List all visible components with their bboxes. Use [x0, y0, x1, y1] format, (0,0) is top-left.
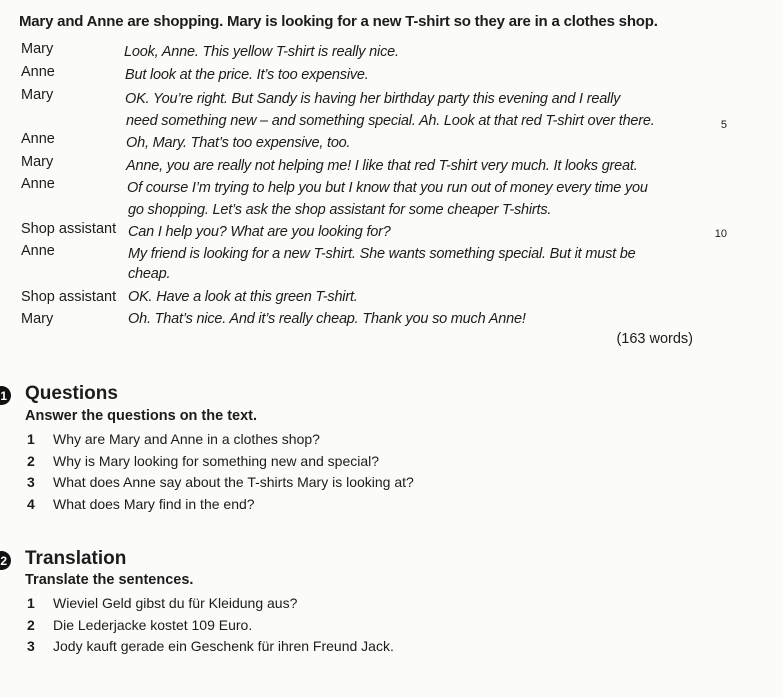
dialogue-line: OK. You’re right. But Sandy is having her birthday party this evening and I really [125, 91, 621, 107]
section-title: Translation [25, 548, 127, 569]
dialogue-line: My friend is looking for a new T-shirt. She wants something special. But it must be [128, 246, 636, 262]
dialogue-line: OK. Have a look at this green T-shirt. [128, 289, 358, 305]
line-number: 10 [714, 228, 727, 240]
dialogue-speaker: Shop assistant [21, 289, 117, 305]
question-text: Why are Mary and Anne in a clothes shop? [53, 431, 320, 447]
dialogue-line: But look at the price. It’s too expensive. [125, 67, 369, 83]
dialogue-speaker: Mary [21, 311, 54, 327]
word-count: (163 words) [616, 331, 693, 347]
dialogue-speaker: Shop assistant [21, 221, 117, 237]
dialogue-speaker: Anne [21, 131, 55, 147]
question-number: 1 [27, 431, 35, 447]
translation-number: 3 [27, 638, 35, 654]
dialogue-speaker: Anne [21, 243, 55, 259]
question-number: 2 [27, 453, 35, 469]
question-number: 3 [27, 474, 35, 490]
question-text: What does Anne say about the T-shirts Mary is looking at? [53, 474, 414, 490]
section-instruction: Answer the questions on the text. [25, 408, 258, 424]
dialogue-speaker: Anne [21, 64, 55, 80]
section-title: Questions [25, 383, 118, 404]
line-number: 5 [720, 119, 727, 131]
translation-sentence: Jody kauft gerade ein Geschenk für ihren Freund Jack. [53, 638, 394, 654]
dialogue-line: cheap. [128, 266, 171, 282]
dialogue-speaker: Anne [21, 176, 55, 192]
dialogue-line: Anne, you are really not helping me! I like that red T-shirt very much. It looks great. [126, 158, 638, 174]
translation-sentence: Die Lederjacke kostet 109 Euro. [53, 617, 253, 633]
dialogue-line: Oh, Mary. That’s too expensive, too. [126, 135, 351, 151]
dialogue-line: go shopping. Let’s ask the shop assistant for some cheaper T-shirts. [128, 202, 552, 218]
dialogue-speaker: Mary [21, 41, 54, 57]
translation-sentence: Wieviel Geld gibst du für Kleidung aus? [53, 595, 298, 611]
dialogue-speaker: Mary [21, 87, 54, 103]
intro-text: Mary and Anne are shopping. Mary is looking for a new T-shirt so they are in a clothes shop. [19, 13, 658, 30]
translation-number: 2 [27, 617, 35, 633]
dialogue-line: Can I help you? What are you looking for? [128, 224, 391, 240]
dialogue-line: Of course I’m trying to help you but I know that you run out of money every time you [127, 180, 648, 196]
dialogue-line: need something new – and something special. Ah. Look at that red T-shirt over there. [126, 113, 655, 129]
question-number: 4 [27, 496, 35, 512]
question-text: What does Mary find in the end? [53, 496, 255, 512]
translation-number: 1 [27, 595, 35, 611]
dialogue-speaker: Mary [21, 154, 54, 170]
dialogue-line: Oh. That’s nice. And it’s really cheap. Thank you so much Anne! [128, 311, 526, 327]
section-number-badge: 1 [0, 386, 11, 405]
dialogue-line: Look, Anne. This yellow T-shirt is really nice. [124, 44, 399, 60]
question-text: Why is Mary looking for something new and special? [53, 453, 380, 469]
section-number-badge: 2 [0, 551, 11, 570]
section-instruction: Translate the sentences. [25, 572, 194, 588]
